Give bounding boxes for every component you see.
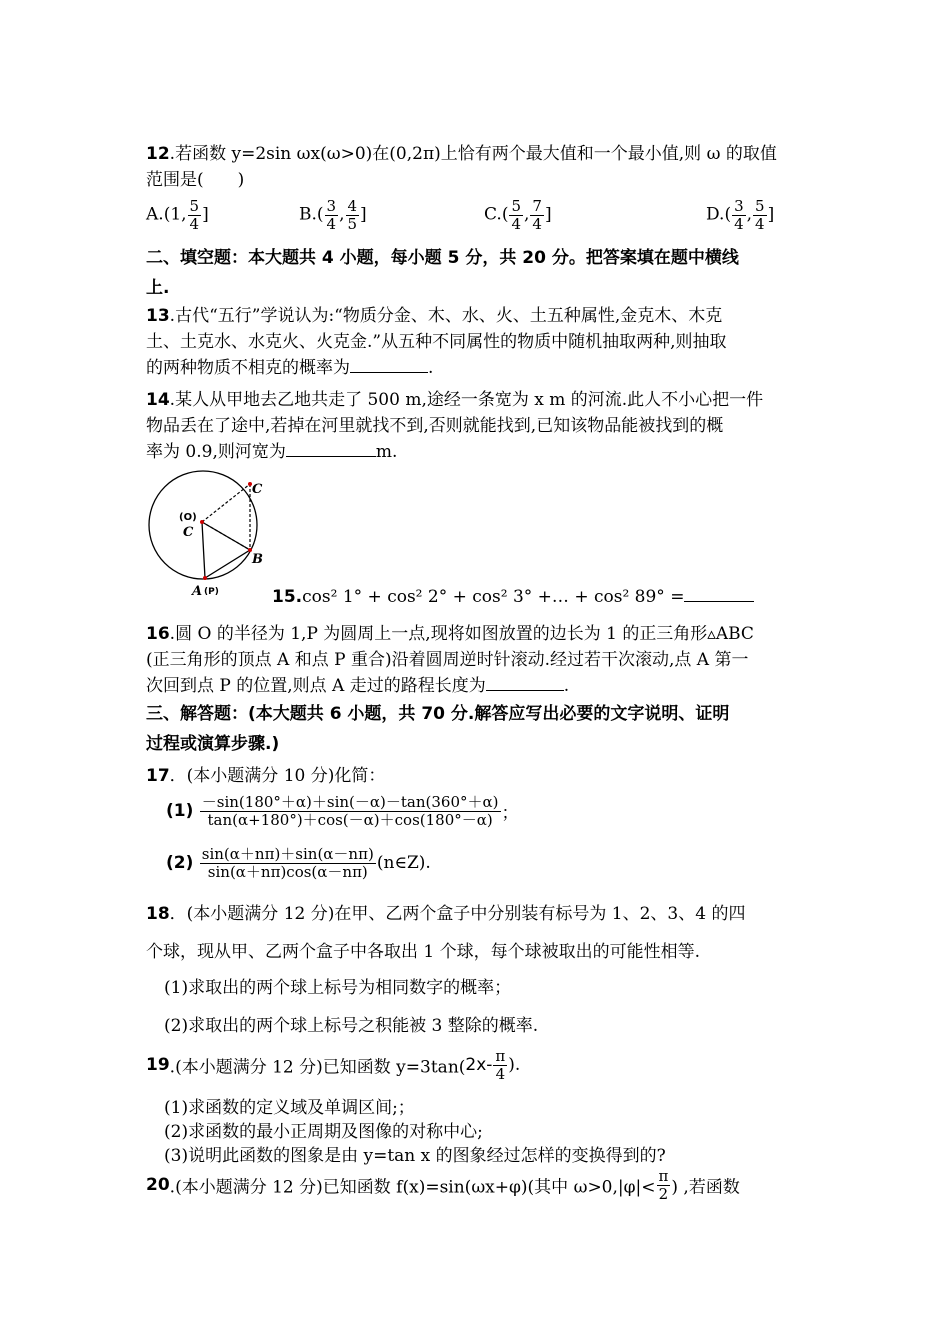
q14-line2: 物品丢在了途中,若掉在河里就找不到,否则就能找到,已知该物品能被找到的概 xyxy=(146,416,724,436)
svg-text:A: A xyxy=(192,584,203,599)
q12-number: 12 xyxy=(146,144,170,164)
section-2-heading: 二、填空题：本大题共 4 小题，每小题 5 分，共 20 分。把答案填在题中横线 xyxy=(146,248,739,268)
q17-intro: 17．(本小题满分 10 分)化简： xyxy=(146,766,386,786)
q14-line1: 14.某人从甲地去乙地共走了 500 m,途经一条宽为 x m 的河流.此人不小心把一件 xyxy=(146,390,764,410)
q12-option-d: D.( $\frac{3}{4}$ , $\frac{5}{4}$ ] xyxy=(706,197,775,233)
q12-line1: 12.若函数 y=2sin ωx(ω>0)在(0,2π)上恰有两个最大值和一个最小值,则 ω 的取值 xyxy=(146,144,777,164)
q17-part1: (1) $\frac{-\sin(180^\circ+\alpha)+\sin(-\alpha)-\tan(360^\circ+\alpha)}{\tan(\alpha+180^\circ)+\cos(-\alpha)+\cos(180^\circ-\alpha)}$ ； xyxy=(166,793,519,829)
section-2-heading-cont: 上. xyxy=(146,278,170,298)
q13-line2: 土、土克水、水克火、火克金.”从五种不同属性的物质中随机抽取两种,则抽取 xyxy=(146,332,727,352)
q18-part1: (1)求取出的两个球上标号为相同数字的概率； xyxy=(164,978,512,998)
q12-option-c: C.( $\frac{5}{4}$ , $\frac{7}{4}$ ] xyxy=(484,197,552,233)
svg-text:(P): (P) xyxy=(204,587,219,597)
q16-answer-blank xyxy=(486,674,564,691)
q15-answer-blank xyxy=(684,585,754,602)
q16-line2: (正三角形的顶点 A 和点 P 重合)沿着圆周逆时针滚动.经过若干次滚动,点 A 第一 xyxy=(146,650,749,670)
q14-answer-blank xyxy=(286,440,376,457)
q19-part1: (1)求函数的定义域及单调区间;； xyxy=(164,1098,415,1118)
section-3-heading-cont: 过程或演算步骤.) xyxy=(146,734,280,754)
q19-part2: (2)求函数的最小正周期及图像的对称中心; xyxy=(164,1122,483,1142)
svg-text:B: B xyxy=(252,552,263,567)
triangle-abc xyxy=(202,522,250,578)
q15-line: 15.cos² 1° + cos² 2° + cos² 3° +… + cos² 89° = xyxy=(272,585,754,609)
q16-line3: 次回到点 P 的位置,则点 A 走过的路程长度为 . xyxy=(146,676,570,696)
q13-answer-blank xyxy=(350,356,428,373)
q18-part2: (2)求取出的两个球上标号之积能被 3 整除的概率. xyxy=(164,1016,539,1036)
q18-line1: 18．(本小题满分 12 分)在甲、乙两个盒子中分别装有标号为 1、2、3、4 的四 xyxy=(146,904,746,924)
q12-option-a: A.(1, $\frac{5}{4}$ ] xyxy=(146,197,209,233)
q12-option-b: B.( $\frac{3}{4}$ , $\frac{4}{5}$ ] xyxy=(299,197,367,233)
q17-part2: (2) $\frac{\sin(\alpha+n\pi)+\sin(\alpha-n\pi)}{\sin(\alpha+n\pi)\cos(\alpha-n\pi)}$ (n∈Z). xyxy=(166,845,431,881)
circle-triangle-figure xyxy=(140,470,270,605)
circle-o xyxy=(149,471,257,579)
q16-line1: 16.圆 O 的半径为 1,P 为圆周上一点,现将如图放置的边长为 1 的正三角形▵ABC xyxy=(146,624,754,644)
svg-text:C: C xyxy=(183,525,194,540)
q13-line3: 的两种物质不相克的概率为 . xyxy=(146,358,434,378)
section-3-heading: 三、解答题：(本大题共 6 小题，共 70 分.解答应写出必要的文字说明、证明 xyxy=(146,704,730,724)
svg-text:C: C xyxy=(252,482,263,497)
q13-line1: 13.古代“五行”学说认为:“物质分金、木、水、火、土五种属性,金克木、木克 xyxy=(146,306,723,326)
q14-line3: 率为 0.9,则河宽为 m. xyxy=(146,442,398,462)
q19-line1: 19.(本小题满分 12 分)已知函数 y=3tan(2x- $\frac{\pi}{4}$ ). xyxy=(146,1047,521,1083)
q19-part3: (3)说明此函数的图象是由 y=tan x 的图象经过怎样的变换得到的? xyxy=(164,1146,666,1166)
q12-line2: 范围是( ) xyxy=(146,170,245,190)
svg-text:(O): (O) xyxy=(179,512,197,523)
q18-line2: 个球，现从甲、乙两个盒子中各取出 1 个球，每个球被取出的可能性相等. xyxy=(146,942,701,962)
q20-line1: 20.(本小题满分 12 分)已知函数 f(x)=sin(ωx+φ)(其中 ω>0,|φ|< $\frac{\pi}{2}$ ) ,若函数 xyxy=(146,1167,740,1203)
